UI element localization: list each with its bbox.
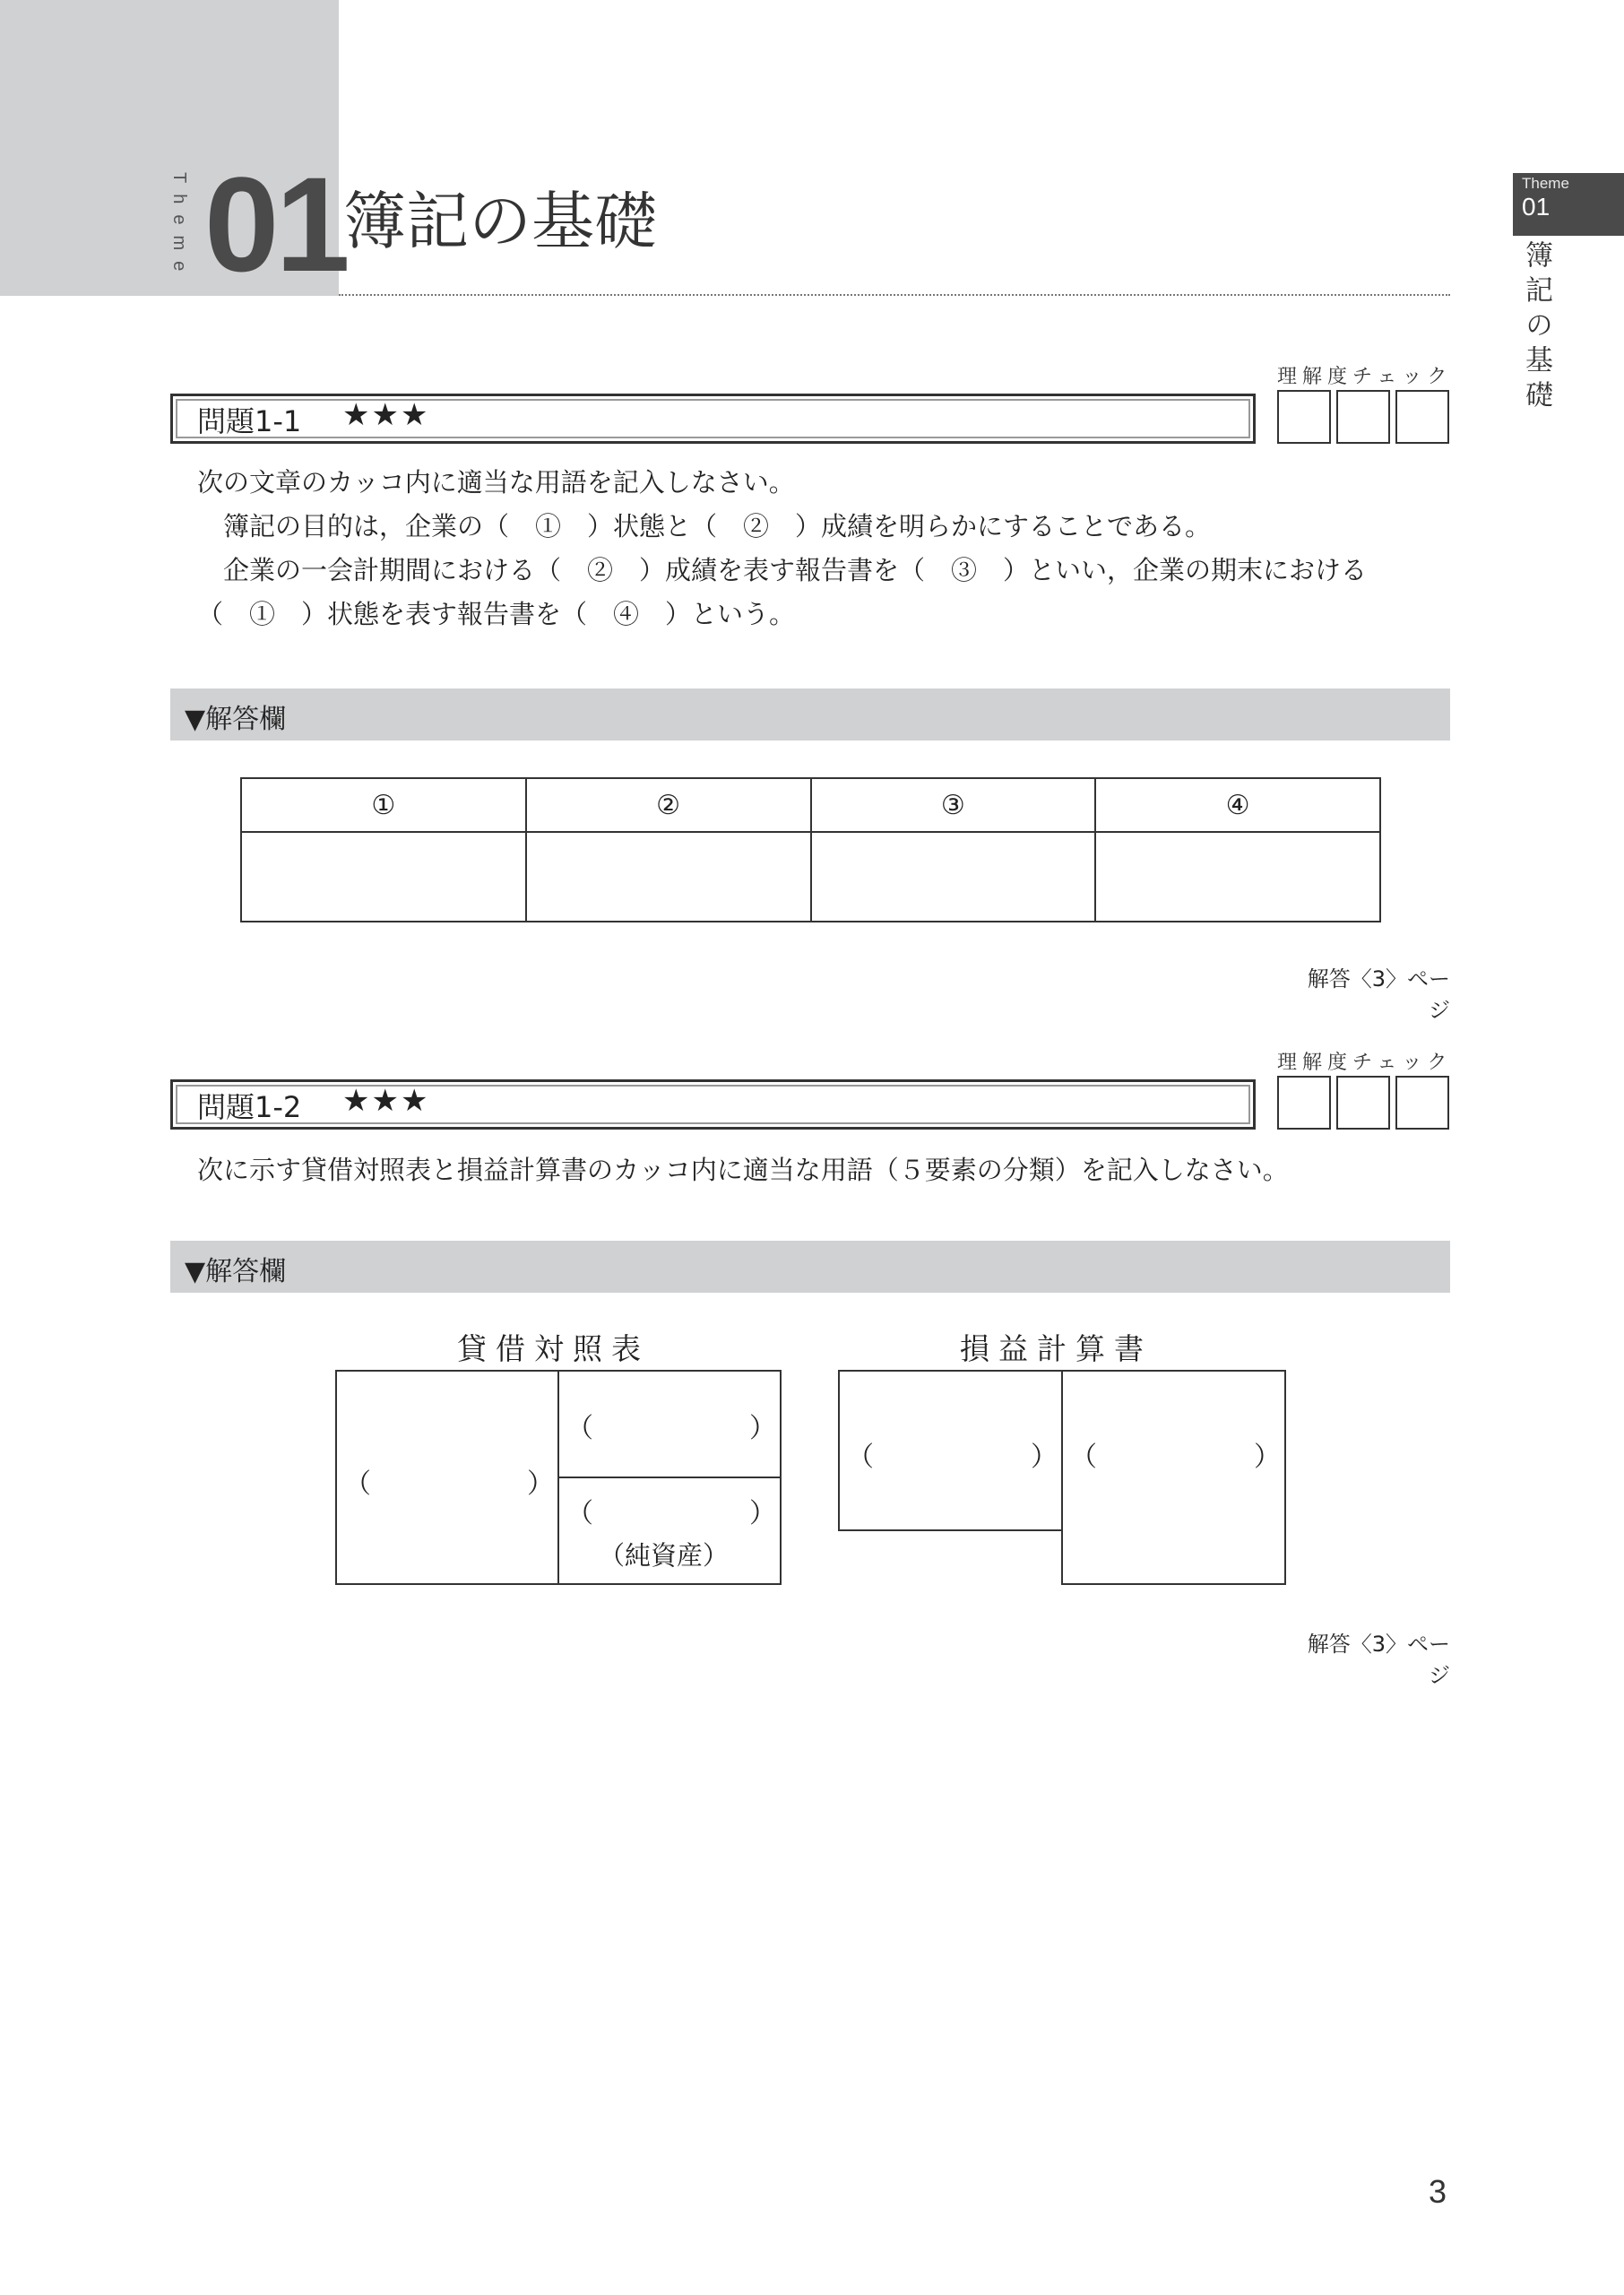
open-paren: （ <box>1070 1442 1097 1473</box>
answer-table-header: ③ <box>811 778 1096 832</box>
answer-page-reference: 解答〈3〉ページ <box>1307 966 1450 1023</box>
answer-cell[interactable] <box>526 832 811 922</box>
side-tab-title: 簿記の基礎 <box>1520 240 1552 415</box>
side-tab-theme-label: Theme <box>1522 175 1569 192</box>
close-paren: ） <box>749 1413 776 1444</box>
check-box[interactable] <box>1277 390 1331 444</box>
question-text-line: 簿記の目的は，企業の（ ① ）状態と（ ② ）成績を明らかにすることである。 <box>197 511 1212 541</box>
close-paren: ） <box>527 1468 554 1500</box>
difficulty-stars: ★★★ <box>342 397 430 433</box>
answer-table-header: ④ <box>1095 778 1380 832</box>
net-assets-label: （純資産） <box>599 1540 730 1571</box>
question-text-line: （ ① ）状態を表す報告書を（ ④ ）という。 <box>197 599 796 629</box>
check-box[interactable] <box>1336 1076 1390 1130</box>
title-divider <box>339 294 1450 296</box>
side-tab-theme-number: 01 <box>1522 193 1551 221</box>
answer-table-header: ① <box>241 778 526 832</box>
balance-sheet-title: 貸借対照表 <box>457 1331 650 1366</box>
theme-label: Theme <box>169 172 189 282</box>
answer-section-label: ▼解答欄 <box>185 1256 287 1287</box>
problem-header-box <box>170 394 1256 444</box>
answer-page-reference: 解答〈3〉ページ <box>1307 1632 1450 1688</box>
problem-header-box <box>170 1079 1256 1130</box>
problem-label: 問題1-1 <box>197 404 302 438</box>
page-title: 簿記の基礎 <box>343 185 657 258</box>
answer-section-label: ▼解答欄 <box>185 704 287 735</box>
comprehension-check-label: 理解度チェック <box>1277 1052 1453 1074</box>
close-paren: ） <box>749 1498 776 1529</box>
answer-cell[interactable] <box>811 832 1096 922</box>
question-text-line: 次に示す貸借対照表と損益計算書のカッコ内に適当な用語（５要素の分類）を記入しなさい。 <box>197 1155 1289 1185</box>
comprehension-check-label: 理解度チェック <box>1277 366 1453 388</box>
close-paren: ） <box>1254 1442 1281 1473</box>
income-statement-title: 損益計算書 <box>960 1331 1153 1366</box>
check-box[interactable] <box>1395 390 1449 444</box>
open-paren: （ <box>344 1468 371 1500</box>
open-paren: （ <box>566 1498 593 1529</box>
problem-label: 問題1-2 <box>197 1090 302 1124</box>
theme-number: 01 <box>204 149 347 299</box>
question-text-line: 企業の一会計期間における（ ② ）成績を表す報告書を（ ③ ）といい，企業の期末における <box>197 555 1368 585</box>
open-paren: （ <box>566 1413 593 1444</box>
open-paren: （ <box>847 1442 874 1473</box>
answer-cell[interactable] <box>1095 832 1380 922</box>
check-box[interactable] <box>1277 1076 1331 1130</box>
close-paren: ） <box>1031 1442 1058 1473</box>
answer-section-bar <box>170 688 1450 740</box>
check-box[interactable] <box>1395 1076 1449 1130</box>
page-number: 3 <box>1429 2173 1447 2210</box>
side-tab <box>1513 173 1624 236</box>
answer-cell[interactable] <box>241 832 526 922</box>
answer-table-header: ② <box>526 778 811 832</box>
answer-table <box>240 777 1381 922</box>
answer-section-bar <box>170 1241 1450 1293</box>
check-box[interactable] <box>1336 390 1390 444</box>
question-text-line: 次の文章のカッコ内に適当な用語を記入しなさい。 <box>197 467 795 498</box>
income-statement-credit-box[interactable] <box>1061 1370 1286 1585</box>
difficulty-stars: ★★★ <box>342 1083 430 1119</box>
